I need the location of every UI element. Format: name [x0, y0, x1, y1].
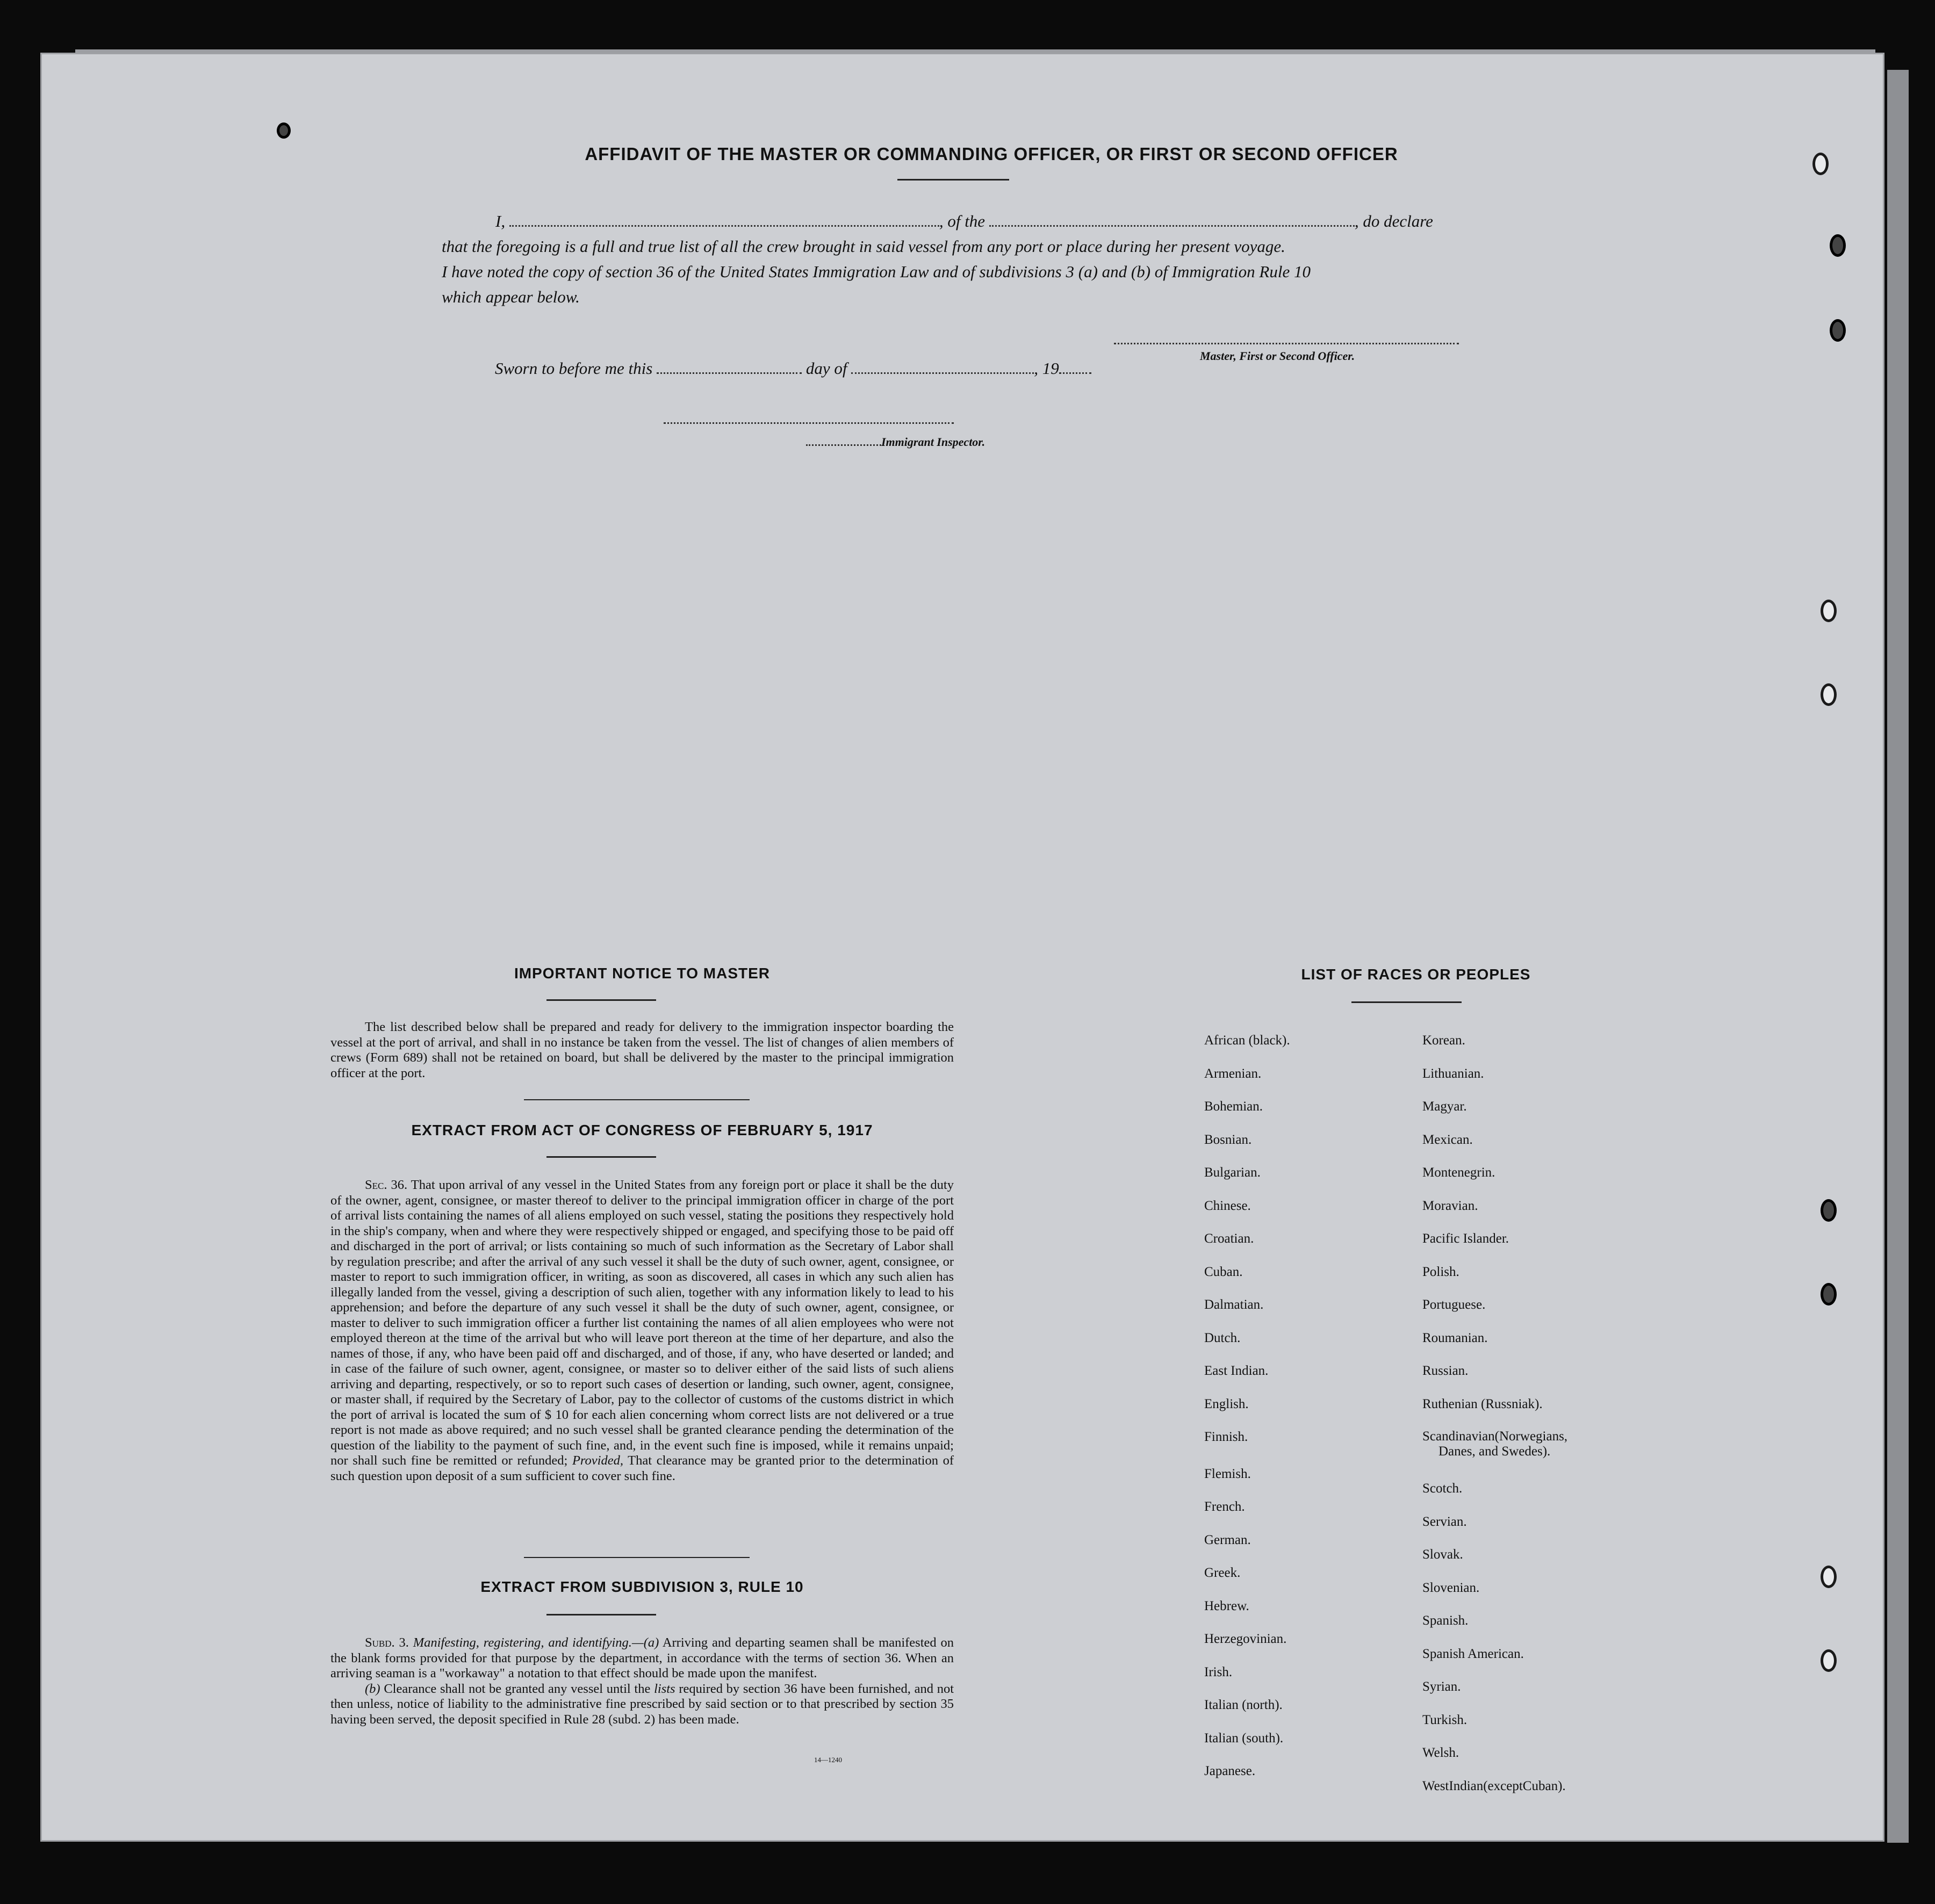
affidavit-body [442, 208, 1463, 309]
race-item: Portuguese. [1422, 1297, 1486, 1312]
rule10-title: EXTRACT FROM SUBDIVISION 3, RULE 10 [480, 1578, 804, 1595]
affidavit-line2: that the foregoing is a full and true list of all the crew brought in said vessel from any port or place during her present voyage. [442, 237, 1285, 256]
race-item: English. [1204, 1396, 1249, 1411]
race-item: Hebrew. [1204, 1598, 1249, 1613]
race-item: Bosnian. [1204, 1132, 1252, 1147]
race-item: Welsh. [1422, 1746, 1459, 1760]
affidavit-line4: which appear below. [442, 287, 580, 306]
binder-hole-icon [1812, 153, 1829, 175]
race-item: WestIndian(exceptCuban). [1422, 1778, 1566, 1793]
race-item: Dalmatian. [1204, 1297, 1264, 1312]
affidavit-line3: I have noted the copy of section 36 of the United States Immigration Law and of subdivisions 3 (a) and (b) of Immigration Rule 10 [442, 262, 1311, 281]
binder-hole-icon [1821, 1649, 1837, 1672]
sworn-month-blank[interactable] [851, 372, 1034, 374]
race-item: East Indian. [1204, 1364, 1269, 1378]
race-item: Mexican. [1422, 1132, 1473, 1147]
rule10-title-rule [546, 1614, 656, 1615]
notice-text: The list described below shall be prepared and ready for delivery to the immigration inspector boarding the vessel at the port of arrival, and shall in no instance be taken from the vessel. The list of changes of alien members of crews (Form 689) shall not be retained on board, but shall be delivered by the master to the principal immigration officer at the port. [330, 1020, 954, 1080]
notice-title-rule [546, 999, 656, 1001]
act-title-rule [546, 1156, 656, 1158]
affidavit-title-rule [897, 179, 1009, 181]
race-item: Finnish. [1204, 1430, 1248, 1444]
master-signature-line[interactable] [1114, 343, 1459, 344]
race-item: Greek. [1204, 1566, 1241, 1580]
race-item: Pacific Islander. [1422, 1231, 1509, 1246]
race-item: Turkish. [1422, 1712, 1468, 1727]
rule10-text: Subd. 3. Manifesting, registering, and identifying.—(a) Arriving and departing seamen shall be manifested on the blank forms provided for that purpose by the department, in accordance with the terms of section 36. When an arriving seaman is a "workaway" a notation to that effect should be made upon the manifest. (b) Clearance shall not be granted any vessel until the lists required by section 36 have been furnished, and not then unless, notice of liability to the administrative fine prescribed by said section or to that prescribed by section 35 having been served, the deposit specified in Rule 28 (subd. 2) has been made. [330, 1635, 954, 1727]
race-item: Slovak. [1422, 1547, 1463, 1562]
race-item: African (black). [1204, 1033, 1290, 1048]
inspector-signature-line[interactable] [664, 422, 954, 424]
race-item: Flemish. [1204, 1466, 1251, 1481]
race-item: Ruthenian (Russniak). [1422, 1396, 1543, 1411]
race-item: Slovenian. [1422, 1580, 1480, 1595]
race-item: Bohemian. [1204, 1099, 1263, 1114]
master-signature-label: Master, First or Second Officer. [1200, 349, 1355, 363]
races-title-rule [1351, 1001, 1462, 1003]
binder-hole-icon [1830, 319, 1846, 342]
race-item: Magyar. [1422, 1099, 1467, 1114]
races-title: LIST OF RACES OR PEOPLES [1301, 966, 1531, 983]
race-item: Italian (north). [1204, 1698, 1283, 1712]
name-blank[interactable] [509, 225, 939, 227]
sworn-day-blank[interactable] [657, 372, 802, 374]
race-item: Bulgarian. [1204, 1165, 1261, 1180]
page-edge [1887, 70, 1909, 1843]
race-item: Korean. [1422, 1033, 1465, 1048]
sworn-line: Sworn to before me this day of , 19 [495, 359, 1091, 378]
race-item: Armenian. [1204, 1066, 1262, 1081]
affidavit-line1: I, , of the , do declare [495, 212, 1433, 230]
race-item: Scandinavian(Norwegians, Danes, and Swedes). [1422, 1429, 1568, 1459]
race-item: Croatian. [1204, 1231, 1254, 1246]
race-item: Cuban. [1204, 1264, 1243, 1279]
race-item: Servian. [1422, 1514, 1467, 1529]
act-divider [524, 1557, 750, 1558]
race-item: Montenegrin. [1422, 1165, 1495, 1180]
race-item: Herzegovinian. [1204, 1632, 1287, 1646]
race-item: Spanish. [1422, 1613, 1469, 1628]
race-item: Polish. [1422, 1264, 1459, 1279]
sworn-year-blank[interactable] [1059, 372, 1091, 374]
race-item: Japanese. [1204, 1764, 1256, 1778]
binder-hole-icon [1821, 600, 1837, 622]
race-item: Spanish American. [1422, 1646, 1524, 1661]
notice-divider [524, 1099, 750, 1100]
affidavit-title: AFFIDAVIT OF THE MASTER OR COMMANDING OFFICER, OR FIRST OR SECOND OFFICER [585, 144, 1398, 164]
act-title: EXTRACT FROM ACT OF CONGRESS OF FEBRUARY 5, 1917 [411, 1122, 873, 1138]
notice-title: IMPORTANT NOTICE TO MASTER [514, 965, 771, 982]
race-item: Chinese. [1204, 1198, 1251, 1213]
binder-hole-icon [1821, 1566, 1837, 1588]
race-item: Irish. [1204, 1664, 1233, 1679]
binder-hole-icon [1821, 683, 1837, 706]
punch-mark-icon [277, 122, 291, 139]
vessel-blank[interactable] [989, 225, 1355, 227]
race-item: German. [1204, 1532, 1251, 1547]
form-number: 14—1240 [814, 1756, 842, 1764]
race-item: French. [1204, 1499, 1245, 1514]
race-item: Roumanian. [1422, 1330, 1488, 1345]
races-left-column [1204, 1024, 1290, 1788]
act-text: Sec. 36. That upon arrival of any vessel in the United States from any foreign port or place it shall be the duty of the owner, agent, consignee, or master thereof to deliver to the principal immigration officer in charge of the port of arrival lists containing the names of all aliens employed on such vessel, stating the positions they respectively hold in the ship's company, when and where they were respectively shipped or engaged, and specifying those to be paid off and discharged in the port of arrival; or lists containing so much of such information as the Secretary of Labor shall by regulation prescribe; and after the arrival of any such vessel it shall be the duty of such owner, agent, consignee, or master to report to such immigration officer, in writing, as soon as discovered, all cases in which any such alien has illegally landed from the vessel, giving a description of such alien, together with any information likely to lead to his apprehension; and before the departure of any such vessel it shall be the duty of such owner, agent, consignee, or master to deliver to such immigration officer a further list containing the names of all alien employees who were not employed thereon at the time of the arrival but who will leave port thereon at the time of her departure, and also the names of those, if any, who have been paid off and discharged, and of those, if any, who have deserted or landed; and in case of the failure of such owner, agent, consignee, or master so to deliver either of the said lists of such aliens arriving and departing, respectively, or so to report such cases of desertion or landing, such owner, agent, consignee, or master shall, if required by the Secretary of Labor, pay to the collector of customs of the customs district in which the port of arrival is located the sum of $ 10 for each alien concerning whom correct lists are not delivered or a true report is not made as above required; and no such vessel shall be granted clearance pending the determination of the question of the liability to the payment of such fine, and, in the event such fine is imposed, while it remains unpaid; nor shall such fine be remitted or refunded; Provided, That clearance may be granted prior to the determination of such question upon deposit of a sum sufficient to cover such fine. [330, 1178, 954, 1483]
race-item: Dutch. [1204, 1330, 1241, 1345]
binder-hole-icon [1821, 1283, 1837, 1306]
binder-hole-icon [1830, 234, 1846, 257]
inspector-label: Immigrant Inspector. [806, 435, 985, 449]
document-page [40, 53, 1884, 1842]
binder-hole-icon [1821, 1199, 1837, 1222]
race-item: Russian. [1422, 1364, 1469, 1378]
race-item: Syrian. [1422, 1679, 1461, 1694]
races-right-column [1422, 1024, 1567, 1802]
race-item: Moravian. [1422, 1198, 1478, 1213]
race-item: Scotch. [1422, 1481, 1463, 1496]
race-item: Lithuanian. [1422, 1066, 1484, 1081]
race-item: Italian (south). [1204, 1730, 1284, 1746]
